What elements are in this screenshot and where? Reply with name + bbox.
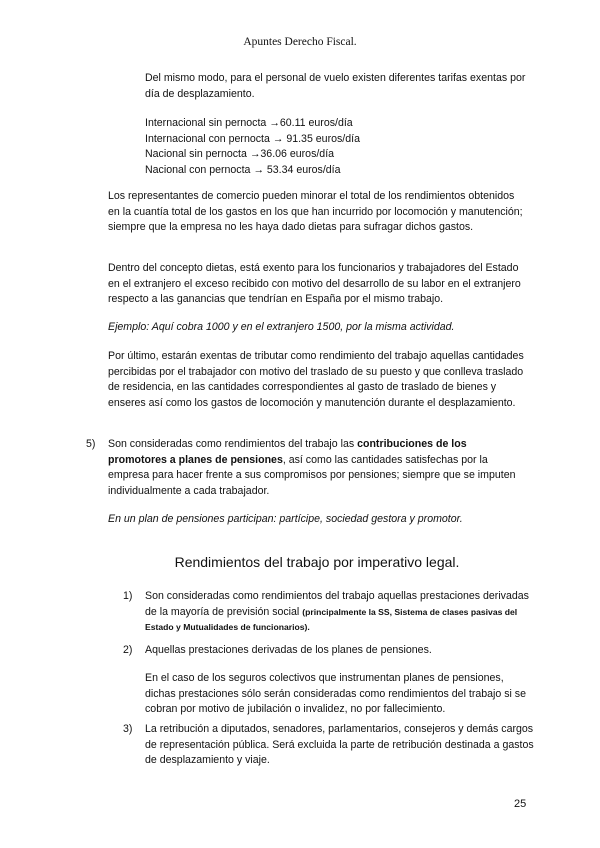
list-number: 5) (86, 438, 96, 450)
tarifa-item: Internacional sin pernocta →60.11 euros/día (145, 117, 353, 129)
list-number: 1) (123, 590, 133, 602)
list-item-note: (principalmente la SS, Sistema de clases pasivas del Estado y Mutualidades de funcionarios). (145, 606, 518, 632)
tarifa-item: Internacional con pernocta → 91.35 euros/día (145, 132, 360, 145)
item5-text-after: , así como las cantidades satisfechas por la empresa para hacer frente a sus compromisos por pensiones; siempre que se imputen individualmente a cada trabajador. (108, 453, 516, 497)
tarifa-item: Nacional con pernocta → 53.34 euros/día (145, 163, 341, 176)
plan-pensiones-text: En un plan de pensiones participan: partícipe, sociedad gestora y promotor. (108, 513, 463, 525)
list-item-text: Son consideradas como rendimientos del trabajo aquellas prestaciones derivadas de la mayoría de previsión social (145, 590, 529, 618)
section-title: Rendimientos del trabajo por imperativo legal. (174, 554, 460, 570)
paragraph-representantes: Los representantes de comercio pueden minorar el total de los rendimientos obtenidos en la cuantía total de los gastos en los que han incurrido por locomoción y manutención; siempre que la empresa no les haya dado dietas para sufragar dichos gastos. (108, 190, 523, 233)
page-header: Apuntes Derecho Fiscal. (243, 36, 357, 48)
list-item-1 (123, 589, 535, 636)
tarifa-item: Nacional sin pernocta →36.06 euros/día (145, 148, 335, 160)
list-item-5 (86, 437, 528, 499)
tarifas-list (145, 116, 530, 178)
list-item-2 (123, 643, 535, 659)
item5-text-before: Son consideradas como rendimientos del trabajo las (108, 438, 358, 450)
list-number: 3) (123, 723, 133, 735)
list-item-text: Aquellas prestaciones derivadas de los planes de pensiones. (145, 644, 432, 656)
list-item-3 (123, 722, 535, 769)
list-number: 2) (123, 644, 133, 656)
ejemplo-text: Ejemplo: Aquí cobra 1000 y en el extranjero 1500, por la misma actividad. (108, 321, 455, 333)
list-item-text: La retribución a diputados, senadores, parlamentarios, consejeros y demás cargos de representación pública. Será excluida la parte de retribución destinada a gastos de desplazamiento y viaje. (145, 723, 534, 766)
paragraph-vuelo: Del mismo modo, para el personal de vuelo existen diferentes tarifas exentas por día de desplazamiento. (145, 72, 526, 100)
page-number: 25 (514, 798, 527, 810)
item5-bold: contribuciones de los promotores a planes de pensiones (108, 438, 467, 466)
paragraph-dietas: Dentro del concepto dietas, está exento para los funcionarios y trabajadores del Estado en el extranjero el exceso recibido con motivo del desarrollo de su labor en el extranjero respecto a las ganancias que tendrían en España por el mismo trabajo. (108, 262, 521, 305)
paragraph-seguros: En el caso de los seguros colectivos que instrumentan planes de pensiones, dichas prestaciones sólo serán consideradas como rendimientos del trabajo si se cobran por motivo de jubilación o invalidez, no por fallecimiento. (145, 672, 526, 715)
paragraph-ultimo: Por último, estarán exentas de tributar como rendimiento del trabajo aquellas cantidades percibidas por el trabajador con motivo del traslado de su puesto y que conlleva traslado de residencia, en las cantidades correspondientes al gasto de traslado de bienes y enseres así como los gastos de locomoción y manutención durante el desplazamiento. (108, 350, 524, 409)
